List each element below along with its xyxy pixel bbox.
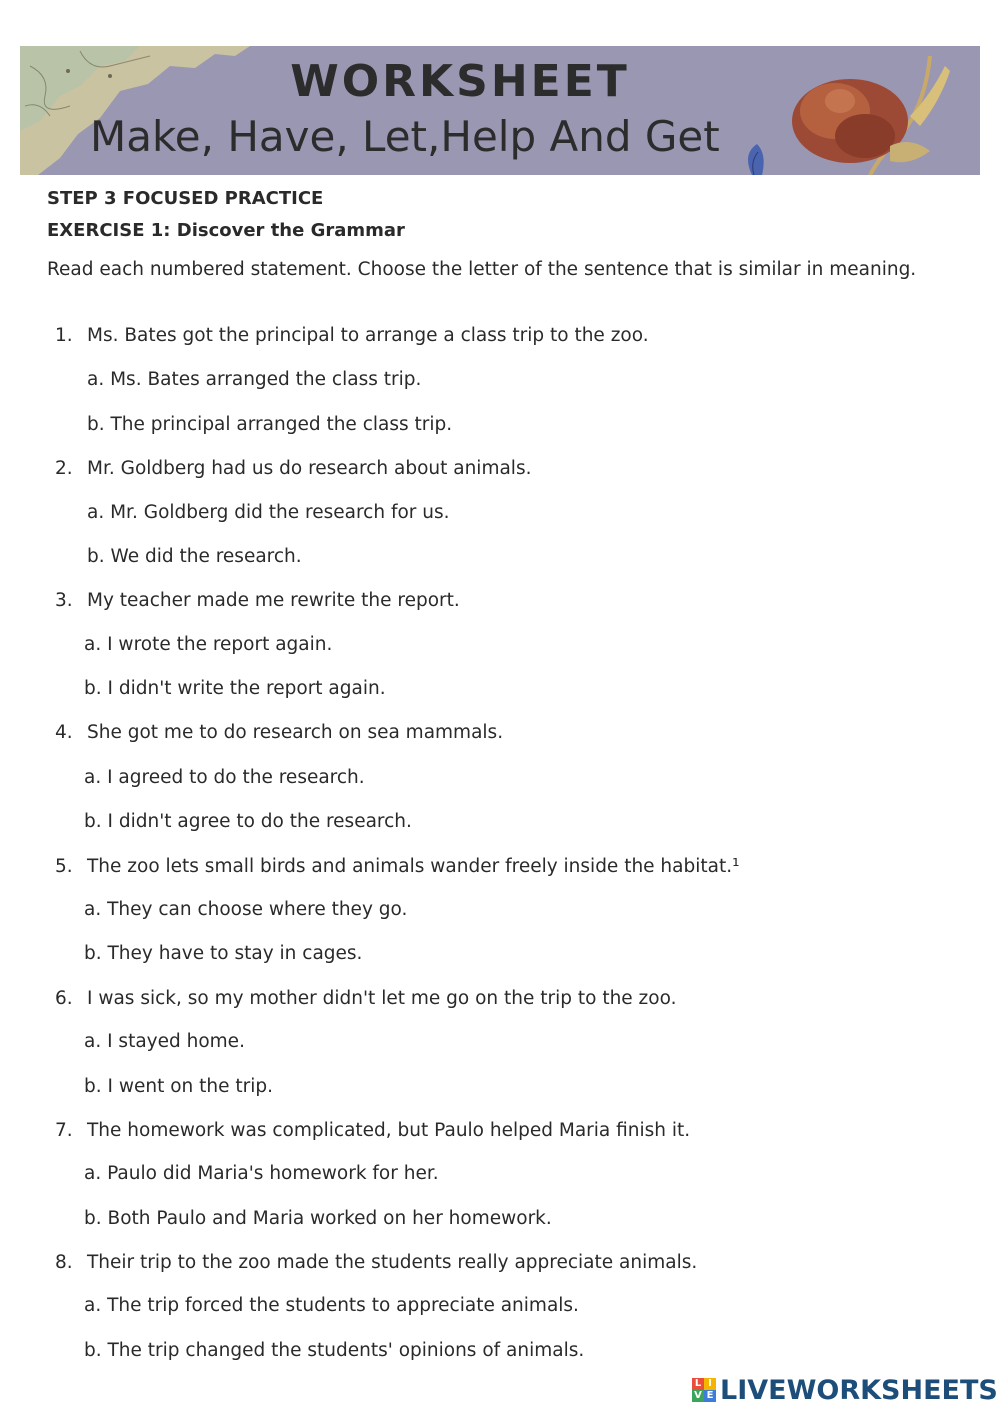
worksheet-subtitle: Make, Have, Let,Help And Get: [90, 112, 720, 161]
question-text: I was sick, so my mother didn't let me go on the trip to the zoo.: [87, 988, 677, 1009]
exercise-heading: EXERCISE 1: Discover the Grammar: [47, 220, 405, 241]
question-2: [55, 458, 531, 479]
option-8a[interactable]: a. The trip forced the students to appreciate animals.: [84, 1295, 579, 1316]
option-5b[interactable]: b. They have to stay in cages.: [84, 943, 363, 964]
question-4: [55, 722, 503, 743]
question-number: 1.: [55, 325, 73, 346]
question-number: 8.: [55, 1252, 73, 1273]
butterfly-icon: [732, 144, 772, 175]
question-text: Ms. Bates got the principal to arrange a class trip to the zoo.: [87, 325, 649, 346]
option-4a[interactable]: a. I agreed to do the research.: [84, 767, 365, 788]
option-1a[interactable]: a. Ms. Bates arranged the class trip.: [87, 369, 422, 390]
question-text: The homework was complicated, but Paulo helped Maria finish it.: [87, 1120, 691, 1141]
question-text: She got me to do research on sea mammals.: [87, 722, 504, 743]
option-2a[interactable]: a. Mr. Goldberg did the research for us.: [87, 502, 450, 523]
option-2b[interactable]: b. We did the research.: [87, 546, 302, 567]
question-text: Their trip to the zoo made the students really appreciate animals.: [87, 1252, 698, 1273]
question-text: My teacher made me rewrite the report.: [87, 590, 460, 611]
option-6a[interactable]: a. I stayed home.: [84, 1031, 245, 1052]
liveworksheets-mark-icon: L I V E: [692, 1378, 716, 1402]
option-1b[interactable]: b. The principal arranged the class trip.: [87, 414, 453, 435]
question-8: [55, 1252, 697, 1273]
header-banner: [20, 46, 980, 175]
liveworksheets-logo-text: LIVEWORKSHEETS: [720, 1374, 998, 1406]
question-6: [55, 988, 676, 1009]
question-number: 4.: [55, 722, 73, 743]
instructions: Read each numbered statement. Choose the letter of the sentence that is similar in meaning.: [47, 259, 917, 280]
option-3b[interactable]: b. I didn't write the report again.: [84, 678, 386, 699]
question-3: [55, 590, 460, 611]
question-number: 3.: [55, 590, 73, 611]
question-number: 2.: [55, 458, 73, 479]
option-7a[interactable]: a. Paulo did Maria's homework for her.: [84, 1163, 439, 1184]
liveworksheets-logo[interactable]: [692, 1374, 998, 1406]
step-heading: STEP 3 FOCUSED PRACTICE: [47, 188, 324, 209]
option-4b[interactable]: b. I didn't agree to do the research.: [84, 811, 412, 832]
question-7: [55, 1120, 690, 1141]
question-1: [55, 325, 649, 346]
question-text: The zoo lets small birds and animals wander freely inside the habitat.¹: [87, 856, 740, 877]
option-7b[interactable]: b. Both Paulo and Maria worked on her homework.: [84, 1208, 552, 1229]
question-number: 7.: [55, 1120, 73, 1141]
question-5: [55, 856, 740, 877]
question-number: 5.: [55, 856, 73, 877]
question-text: Mr. Goldberg had us do research about animals.: [87, 458, 532, 479]
option-3a[interactable]: a. I wrote the report again.: [84, 634, 333, 655]
option-5a[interactable]: a. They can choose where they go.: [84, 899, 408, 920]
option-8b[interactable]: b. The trip changed the students' opinions of animals.: [84, 1340, 585, 1361]
worksheet-title: WORKSHEET: [290, 56, 630, 107]
option-6b[interactable]: b. I went on the trip.: [84, 1076, 274, 1097]
question-number: 6.: [55, 988, 73, 1009]
